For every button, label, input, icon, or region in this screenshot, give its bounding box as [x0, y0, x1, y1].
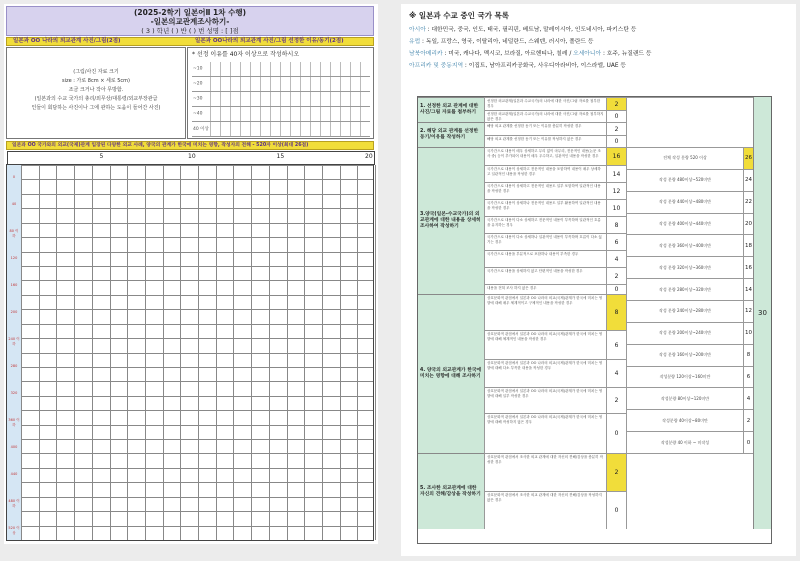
grid-col-line [357, 165, 358, 540]
grid-row-tick: 200 [10, 310, 18, 314]
region-label: 남북아메리카 [409, 51, 443, 57]
rubric-descriptor: 국가간으로 내용이 매우 상세하고 무리 없이 마무리, 전문적인 내용(논문 조사 중) 등이 추가되어 내용이 매우 우수하고, 일관적인 내용을 작성한 경우 [484, 147, 606, 165]
length-scale-score: 22 [743, 191, 753, 213]
rubric-descriptor: 국가간으로 내용이 상세하고 전문적인 내용을 포함하여 내용이 매우 상세하고 일관적인 내용을 작성한 경우 [484, 165, 606, 182]
rubric-page [401, 4, 796, 556]
grid-row-tick: 520 이상 [8, 526, 20, 535]
photo-guide-line: size : 가로 8cm × 세로 5cm) [62, 78, 130, 84]
grid-row-line [7, 295, 373, 296]
reason-grid-cell [340, 92, 350, 106]
grid-row-line [7, 396, 373, 397]
length-scale-label: 작성분량 120이상~160미만 [626, 366, 743, 388]
grid-col-line [21, 165, 22, 540]
grid-col-line [340, 165, 341, 540]
grid-col-line [269, 165, 270, 540]
essay-section-label: 일본과 OO 국가와의 외교(국제)관계 입장된 다양한 외교 사례, 양국의 관계가 한국에 미치는 영향, 작성자의 전해 - 520자 이상(최대 26점) [12, 142, 309, 148]
reason-grid-cell [280, 77, 290, 91]
photo-guide-line: 인들이 회담하는 사진이나 그에 관하는 도움이 들어간 사진) [31, 105, 161, 111]
rubric-score: 2 [606, 387, 626, 413]
region-label: 오세아니아 [573, 51, 602, 57]
country-line [409, 24, 789, 36]
length-scale-score: 18 [743, 234, 753, 256]
country-names: : 이집트, 남아프리카공화국, 사우디아라비아, 이스라엘, UAE 등 [463, 63, 626, 69]
rubric-descriptor: 상호문화적 관점에서 일본과 OO 나라의 외교(국제)관계가 한국에 미치는 영향에 대해 작성하지 않은 경우 [484, 413, 606, 453]
reason-writing-grid[interactable] [192, 62, 370, 137]
reason-grid-cell [280, 92, 290, 106]
length-scale-label: 작성분량 80이상~120미만 [626, 387, 743, 409]
grid-row-line [7, 266, 373, 267]
grid-col-line [110, 165, 111, 540]
reason-grid-cell [310, 77, 320, 91]
grid-col-line [251, 165, 252, 540]
length-scale-score: 24 [743, 169, 753, 191]
grid-col-line [127, 165, 128, 540]
length-scale-score: 14 [743, 278, 753, 300]
reason-grid-cell [350, 92, 360, 106]
title-line1: (2025-2학기 일본어Ⅱ 1차 수행) [133, 8, 246, 17]
length-scale-label: 작성 분량 360이상~400미만 [626, 234, 743, 256]
rubric-score: 2 [606, 122, 626, 135]
country-names: : 호주, 뉴질랜드 등 [601, 51, 652, 57]
grid-row-tick: 360 이하 [8, 418, 20, 427]
rubric-table [417, 96, 772, 544]
length-scale-label: 작성 분량 440이상~480미만 [626, 191, 743, 213]
grid-row-line [7, 381, 373, 382]
reason-grid-row [192, 62, 370, 77]
grid-row-line [7, 482, 373, 483]
length-scale-score: 0 [743, 431, 753, 453]
reason-grid-cell [270, 62, 280, 76]
reason-grid-cell [240, 122, 250, 136]
reason-grid-cell [240, 62, 250, 76]
region-label: 아프리카 및 중동지역 [409, 63, 464, 69]
country-line [409, 48, 789, 60]
reason-grid-cell [240, 92, 250, 106]
reason-grid-cell [250, 122, 260, 136]
grid-col-line [304, 165, 305, 540]
rubric-score: 0 [606, 110, 626, 122]
reason-grid-cell [270, 92, 280, 106]
grid-row-tick: 80 이하 [9, 229, 19, 238]
grid-row-line [7, 497, 373, 498]
reason-grid-cell [240, 77, 250, 91]
grid-col-line [39, 165, 40, 540]
grid-row-tick: 400 [10, 445, 18, 449]
reason-area [187, 47, 374, 139]
essay-writing-grid[interactable] [6, 153, 374, 541]
reason-grid-cell [320, 62, 330, 76]
reason-grid-cell [310, 92, 320, 106]
reason-grid-cell [330, 92, 340, 106]
reason-grid-cell [340, 107, 350, 121]
length-scale-label: 전체 작성 분량 520 이상 [626, 147, 743, 169]
country-line [409, 36, 789, 48]
reason-grid-cell [330, 62, 340, 76]
grid-col-line [180, 165, 181, 540]
reason-grid-cell [300, 107, 310, 121]
country-list [409, 24, 789, 72]
rubric-descriptor: 국가간으로 내용이 상세하나 전문적인 내용도 일부 활용하여 일관적인 내용을 작성한 경우 [484, 199, 606, 216]
grid-row-line [7, 425, 373, 426]
reason-grid-cell [280, 62, 290, 76]
empty-cell [626, 453, 753, 529]
reason-grid-cell [270, 122, 280, 136]
grid-col-line [145, 165, 146, 540]
photo-area[interactable] [6, 47, 186, 139]
reason-grid-cell [350, 122, 360, 136]
rubric-descriptor: 국가간으로 내용이 다소 상세하나 일관적인 내용이 부족하며 흐름이 다소 끊기는 경우 [484, 233, 606, 250]
reason-grid-cell [260, 122, 270, 136]
total-score: 30 [753, 97, 771, 529]
reason-grid-cell [260, 92, 270, 106]
length-scale-label: 작성분량 40이상~80미만 [626, 409, 743, 431]
grid-row-line [7, 453, 373, 454]
reason-grid-cell [220, 92, 230, 106]
reason-grid-cell [350, 107, 360, 121]
reason-grid-cell [360, 92, 370, 106]
reason-grid-cell [250, 92, 260, 106]
reason-grid-cell [230, 77, 240, 91]
region-label: 유럽 [409, 39, 421, 45]
reason-grid-cell [220, 107, 230, 121]
rubric-score: 2 [606, 267, 626, 284]
length-scale-score: 16 [743, 256, 753, 278]
length-scale-score: 2 [743, 409, 753, 431]
reason-grid-cell [300, 92, 310, 106]
grid-row-line [7, 237, 373, 238]
grid-row-line [7, 194, 373, 195]
tick-column [7, 165, 21, 540]
grid-col-line [198, 165, 199, 540]
rubric-score: 0 [606, 491, 626, 529]
reason-grid-tick: ~40 [193, 111, 203, 117]
country-names: : 대한민국, 중국, 인도, 태국, 필리핀, 베트남, 말레이시아, 인도네시아, 파키스탄 등 [425, 27, 637, 33]
reason-grid-cell [260, 107, 270, 121]
column-number: 20 [365, 153, 373, 160]
reason-section-label: 일본과 OO나라의 외교관계 사진/그림 선정한 이유/동기(2점) [195, 38, 344, 44]
reason-grid-cell [210, 122, 220, 136]
grid-row-tick: 160 [10, 283, 18, 287]
grid-row-tick: 320 [10, 391, 18, 395]
reason-grid-cell [310, 107, 320, 121]
criterion-name: 3.양국(일본-수교국가)의 외교관계에 대한 내용을 상세히 조사하여 작성하기 [418, 147, 484, 294]
grid-row-line [7, 338, 373, 339]
reason-grid-tick: ~20 [193, 81, 203, 87]
rubric-descriptor: 상호문화적 관점에서 일본과 OO 나라의 외교(국제)관계가 한국에 미치는 영향에 대해 매우 체계적이고 구체적인 내용을 작성한 경우 [484, 294, 606, 330]
photo-guide-line: (일본과의 수교 국가의 총리/외무상/대통령/외교부장관급 [34, 96, 158, 102]
rubric-score: 6 [606, 330, 626, 359]
photo-section-label: 일본과 OO 나라의 외교관계 사진/그림(2점) [13, 38, 121, 44]
reason-grid-cell [280, 107, 290, 121]
grid-row-line [7, 526, 373, 527]
reason-grid-cell [330, 122, 340, 136]
grid-row-tick: 40 [11, 202, 17, 206]
rubric-score: 2 [606, 97, 626, 110]
reason-grid-cell [320, 92, 330, 106]
reason-grid-cell [250, 77, 260, 91]
country-line [409, 60, 789, 72]
reason-grid-cell [210, 92, 220, 106]
reason-grid-cell [270, 107, 280, 121]
rubric-descriptor: 상호문화적 관점에서 일본과 OO 나라의 외교(국제)관계가 한국에 미치는 영향에 대해 일부 작성한 경우 [484, 387, 606, 413]
grid-col-line [322, 165, 323, 540]
rubric-descriptor: 상호문화적 관점에서 일본과 OO 나라의 외교(국제)관계가 한국에 미치는 영향에 대해 체계적인 내용을 작성한 경우 [484, 330, 606, 359]
length-scale-score: 8 [743, 344, 753, 366]
rubric-score: 0 [606, 284, 626, 294]
reason-grid-cell [260, 62, 270, 76]
reason-grid-row [192, 92, 370, 107]
grid-col-line [233, 165, 234, 540]
reason-grid-cell [300, 62, 310, 76]
rubric-descriptor: 선정한 외교관계(일본과 수교국가)의 나라에 대한 사진/그림 자료를 첨부한 경우 [484, 97, 606, 110]
grid-row-line [7, 468, 373, 469]
reason-grid-cell [220, 122, 230, 136]
reason-grid-cell [320, 77, 330, 91]
reason-grid-cell [360, 107, 370, 121]
reason-grid-cell [210, 62, 220, 76]
rubric-score: 8 [606, 294, 626, 330]
reason-grid-tick: ~10 [193, 66, 203, 72]
reason-grid-cell [230, 92, 240, 106]
criterion-name: 5. 조사한 외교관계에 대한 자신의 견해/감상을 작성하기 [418, 453, 484, 529]
reason-grid-row [192, 122, 370, 137]
grid-row-line [7, 179, 373, 180]
reason-grid-cell [350, 77, 360, 91]
reason-grid-cell [210, 77, 220, 91]
photo-guide-line: (그림/사진 자료 크기 [73, 69, 119, 75]
reason-note: * 선정 이유를 40자 이상으로 작성하시오 [192, 51, 300, 58]
rubric-descriptor: 상호문화적 관점에서 일본과 OO 나라의 외교(국제)관계가 한국에 미치는 영향에 대해 다소 부족한 내용을 작성한 경우 [484, 359, 606, 387]
rubric-score: 6 [606, 233, 626, 250]
reason-grid-cell [290, 107, 300, 121]
length-scale-label: 작성 분량 160이상~200미만 [626, 344, 743, 366]
region-label: 아시아 [409, 27, 426, 33]
reason-grid-cell [210, 107, 220, 121]
reason-grid-cell [250, 107, 260, 121]
reason-grid-cell [230, 62, 240, 76]
reason-grid-tick: 40 이상 [193, 127, 209, 132]
length-scale-label: 작성 분량 200이상~240미만 [626, 322, 743, 344]
length-scale-label: 작성분량 40 이하 ~ 미작성 [626, 431, 743, 453]
length-scale-label: 작성 분량 320이상~360미만 [626, 256, 743, 278]
rubric-descriptor: 국가간으로 내용이 상세하고 전문적인 내용도 일부 포함하여 일관적인 내용을 작성한 경우 [484, 182, 606, 199]
grid-row-line [7, 511, 373, 512]
length-scale-score: 10 [743, 322, 753, 344]
country-names: : 독일, 프랑스, 영국, 이탈리아, 네덜란드, 스웨덴, 러시아, 폴란드 등 [420, 39, 594, 45]
photo-guide-line: 조금 크거나 작아 무방함. [68, 87, 124, 93]
rubric-score: 14 [606, 165, 626, 182]
title-box [6, 6, 374, 36]
grid-row-line [7, 353, 373, 354]
rubric-score: 8 [606, 216, 626, 233]
length-scale-score: 26 [743, 147, 753, 169]
rubric-score: 12 [606, 182, 626, 199]
grid-row-tick: 480 이하 [8, 499, 20, 508]
grid-row-line [7, 280, 373, 281]
reason-grid-cell [290, 122, 300, 136]
reason-grid-cell [300, 77, 310, 91]
rubric-descriptor: 국가간으로 내용을 부분적으로 포함하나 내용이 부족한 경우 [484, 250, 606, 267]
reason-grid-cell [340, 77, 350, 91]
rubric-descriptor: 상호문화적 관점에서 조사한 외교 관계에 대한 자신의 견해/감상을 작성하지 않은 경우 [484, 491, 606, 529]
length-scale-score: 4 [743, 387, 753, 409]
grid-col-line [287, 165, 288, 540]
grid-row-line [7, 208, 373, 209]
rubric-score: 10 [606, 199, 626, 216]
grid-row-tick: 120 [10, 256, 18, 260]
reason-grid-cell [280, 122, 290, 136]
reason-grid-cell [350, 62, 360, 76]
rubric-score: 0 [606, 413, 626, 453]
reason-grid-cell [290, 62, 300, 76]
reason-grid-cell [220, 62, 230, 76]
reason-grid-cell [230, 107, 240, 121]
rubric-score: 4 [606, 359, 626, 387]
student-info-line: ( 3 ) 학년 ( ) 반 ( ) 번 성명 : [ ]점 [141, 27, 239, 35]
reason-grid-cell [220, 77, 230, 91]
grid-row-line [7, 252, 373, 253]
grid-row-line [7, 309, 373, 310]
criterion-name: 2. 해당 외교 관계를 선정한 동기/이유를 작성하기 [418, 122, 484, 147]
reason-grid-cell [340, 122, 350, 136]
criterion-name: 4. 양국의 외교관계가 한국에 미치는 영향에 대해 조사하기 [418, 294, 484, 453]
grid-row-tick: 240 이하 [8, 337, 20, 346]
reason-grid-cell [320, 107, 330, 121]
grid-col-line [163, 165, 164, 540]
grid-row-line [7, 439, 373, 440]
grid-col-line [56, 165, 57, 540]
grid-col-line [74, 165, 75, 540]
grid-row-line [7, 367, 373, 368]
length-scale-label: 작성 분량 400이상~440미만 [626, 213, 743, 235]
reason-grid-cell [240, 107, 250, 121]
grid-row-tick: 0 [12, 175, 16, 179]
grid-col-line [92, 165, 93, 540]
rubric-descriptor: 상호문화적 관점에서 조사한 외교 관계에 대한 자신의 견해/감상을 충분히 작성한 경우 [484, 453, 606, 491]
reason-grid-cell [330, 107, 340, 121]
reason-grid-cell [300, 122, 310, 136]
rubric-score: 2 [606, 453, 626, 491]
worksheet-page [4, 4, 378, 544]
reason-grid-cell [360, 122, 370, 136]
country-names: : 미국, 캐나다, 멕시코, 브라질, 아르헨티나, 칠레 / [442, 51, 574, 57]
reason-grid-cell [290, 92, 300, 106]
reason-grid-tick: ~30 [193, 96, 203, 102]
grid-col-line [375, 165, 376, 540]
length-scale-score: 6 [743, 366, 753, 388]
grid-row-line [7, 410, 373, 411]
reason-grid-cell [310, 62, 320, 76]
rubric-score: 16 [606, 147, 626, 165]
grid-row-line [7, 324, 373, 325]
reason-grid-cell [270, 77, 280, 91]
rubric-descriptor: 해당 외교 관계를 선정한 동기 또는 이유를 충분히 작성한 경우 [484, 122, 606, 135]
rubric-score: 0 [606, 135, 626, 147]
length-scale-label: 작성 분량 280이상~320미만 [626, 278, 743, 300]
grid-row-line [7, 223, 373, 224]
grid-col-line [216, 165, 217, 540]
rubric-descriptor: 국가간으로 내용을 상세하지 않고 단편적인 내용을 작성한 경우 [484, 267, 606, 284]
reason-grid-cell [360, 62, 370, 76]
grid-row-tick: 440 [10, 472, 18, 476]
reason-grid-cell [250, 62, 260, 76]
criterion-name: 1. 선정한 외교 관계에 대한 사진/그림 자료를 첨부하기 [418, 97, 484, 122]
column-number: 10 [188, 153, 196, 160]
column-number: 15 [276, 153, 285, 160]
reason-grid-cell [310, 122, 320, 136]
grid-row-tick: 280 [10, 364, 18, 368]
country-list-title: ※ 일본과 수교 중인 국가 목록 [409, 11, 510, 20]
length-scale-score: 12 [743, 300, 753, 322]
length-scale-label: 작성 분량 240이상~280미만 [626, 300, 743, 322]
grid-row-line [7, 165, 373, 166]
reason-grid-row [192, 77, 370, 92]
reason-grid-cell [260, 77, 270, 91]
rubric-descriptor: 국가간으로 내용이 다소 상세하고 전문적인 내용이 부족하며 일관적인 흐름을 유지하는 경우 [484, 216, 606, 233]
reason-grid-row [192, 107, 370, 122]
photo-guide-text [7, 68, 185, 113]
reason-grid-cell [290, 77, 300, 91]
reason-grid-cell [360, 77, 370, 91]
length-scale-score: 20 [743, 213, 753, 235]
reason-grid-cell [340, 62, 350, 76]
rubric-descriptor: 선정한 외교관계(일본과 수교국가)의 나라에 대한 사진/그림 자료를 첨부하지 않은 경우 [484, 110, 606, 122]
reason-grid-cell [320, 122, 330, 136]
empty-cell [626, 97, 753, 147]
rubric-descriptor: 내용을 전혀 조사 하지 않은 경우 [484, 284, 606, 294]
section-bar-essay [6, 141, 374, 150]
reason-grid-cell [230, 122, 240, 136]
length-scale-label: 작성 분량 480이상~520미만 [626, 169, 743, 191]
rubric-descriptor: 해당 외교 관계를 선정한 동기 또는 이유를 작성하지 않은 경우 [484, 135, 606, 147]
reason-grid-cell [330, 77, 340, 91]
title-line2: -일본의교관계조사하기- [150, 17, 230, 26]
rubric-score: 4 [606, 250, 626, 267]
column-number: 5 [99, 153, 104, 160]
section-bar-photo [6, 37, 374, 46]
